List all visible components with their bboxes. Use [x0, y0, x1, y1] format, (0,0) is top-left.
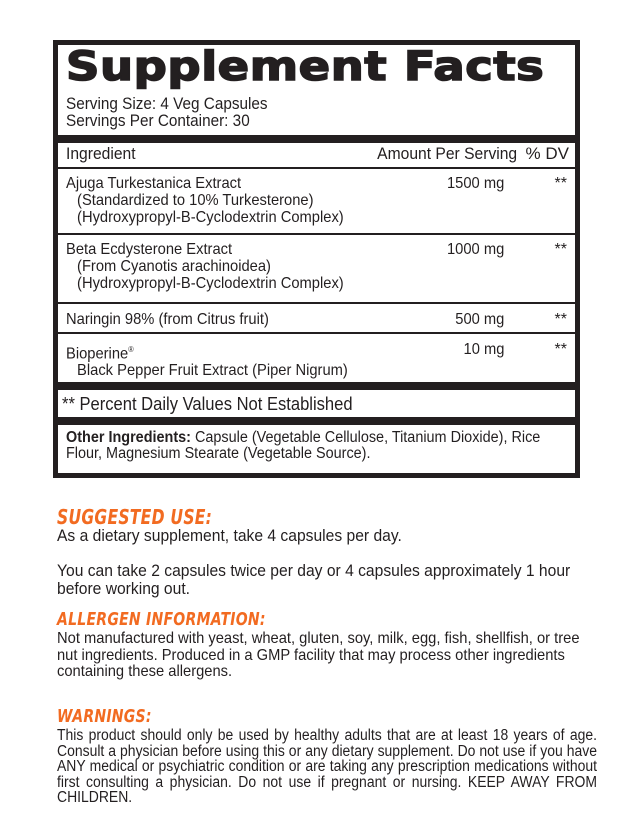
ingredient-dv: **: [554, 341, 567, 358]
ingredient-name: Naringin 98% (from Citrus fruit): [66, 311, 269, 328]
row-divider: [58, 302, 575, 304]
other-ingredients-label: Other Ingredients:: [66, 429, 191, 446]
ingredient-amount: 1500 mg: [446, 175, 504, 192]
row-divider: [58, 332, 575, 334]
suggested-use-title: SUGGESTED USE:: [57, 505, 213, 529]
ingredient-amount: 1000 mg: [446, 241, 504, 258]
warnings-text: This product should only be used by healthy adults that are at least 18 years of age. Consult a physician before using this or any dietary supplement. Do not use if you have ANY medical or psychiatric condition or are taking any prescription medications without first consulting a physician. Do not use if pregnant or nursing. KEEP AWAY FROM CHILDREN.: [57, 727, 597, 806]
allergen-title: ALLERGEN INFORMATION:: [57, 609, 266, 630]
registered-mark: ®: [128, 345, 134, 354]
ingredient-dv: **: [554, 311, 567, 328]
ingredient-detail: Black Pepper Fruit Extract (Piper Nigrum): [77, 362, 348, 380]
footnote-divider-top: [58, 382, 575, 390]
ingredient-detail: (Hydroxypropyl-B-Cyclodextrin Complex): [77, 209, 344, 226]
warnings-title: WARNINGS:: [57, 706, 152, 727]
suggested-use-line: As a dietary supplement, take 4 capsules per day.: [57, 526, 402, 545]
suggested-use-line: You can take 2 capsules twice per day or 4 capsules approximately 1 hour before working out.: [57, 561, 571, 598]
footnote-divider-bottom: [58, 417, 575, 425]
ingredient-detail: (Standardized to 10% Turkesterone): [77, 192, 314, 209]
header-ingredient: Ingredient: [66, 144, 136, 163]
ingredient-detail: (From Cyanotis arachinoidea): [77, 258, 271, 275]
header-dv: % DV: [525, 144, 569, 163]
dv-footnote: ** Percent Daily Values Not Established: [62, 394, 353, 414]
ingredient-dv: **: [554, 241, 567, 258]
serving-size: Serving Size: 4 Veg Capsules: [66, 94, 268, 113]
row-divider: [58, 167, 575, 169]
supplement-facts-title: Supplement Facts: [66, 44, 545, 90]
ingredient-name: Ajuga Turkestanica Extract: [66, 175, 242, 192]
other-ingredients-text: Capsule (Vegetable Cellulose, Titanium Dioxide), Rice Flour, Magnesium Stearate (Vegetable Source).: [66, 429, 541, 462]
row-divider: [58, 233, 575, 235]
ingredient-name: Bioperine®: [66, 345, 134, 363]
ingredient-amount: 500 mg: [454, 311, 504, 328]
ingredient-detail: (Hydroxypropyl-B-Cyclodextrin Complex): [77, 275, 344, 292]
allergen-text: Not manufactured with yeast, wheat, gluten, soy, milk, egg, fish, shellfish, or tree nut ingredients. Produced in a GMP facility that may process other ingredients containing these allergens.: [57, 630, 580, 680]
ingredient-name: Beta Ecdysterone Extract: [66, 241, 233, 258]
supplement-facts-panel: [53, 40, 580, 478]
other-ingredients: [66, 430, 540, 462]
servings-per-container: Servings Per Container: 30: [66, 111, 250, 130]
serving-info: [66, 95, 268, 129]
header-amount: Amount Per Serving: [377, 144, 517, 163]
ingredient-amount: 10 mg: [463, 341, 504, 358]
header-divider: [58, 135, 575, 143]
ingredient-dv: **: [554, 175, 567, 192]
